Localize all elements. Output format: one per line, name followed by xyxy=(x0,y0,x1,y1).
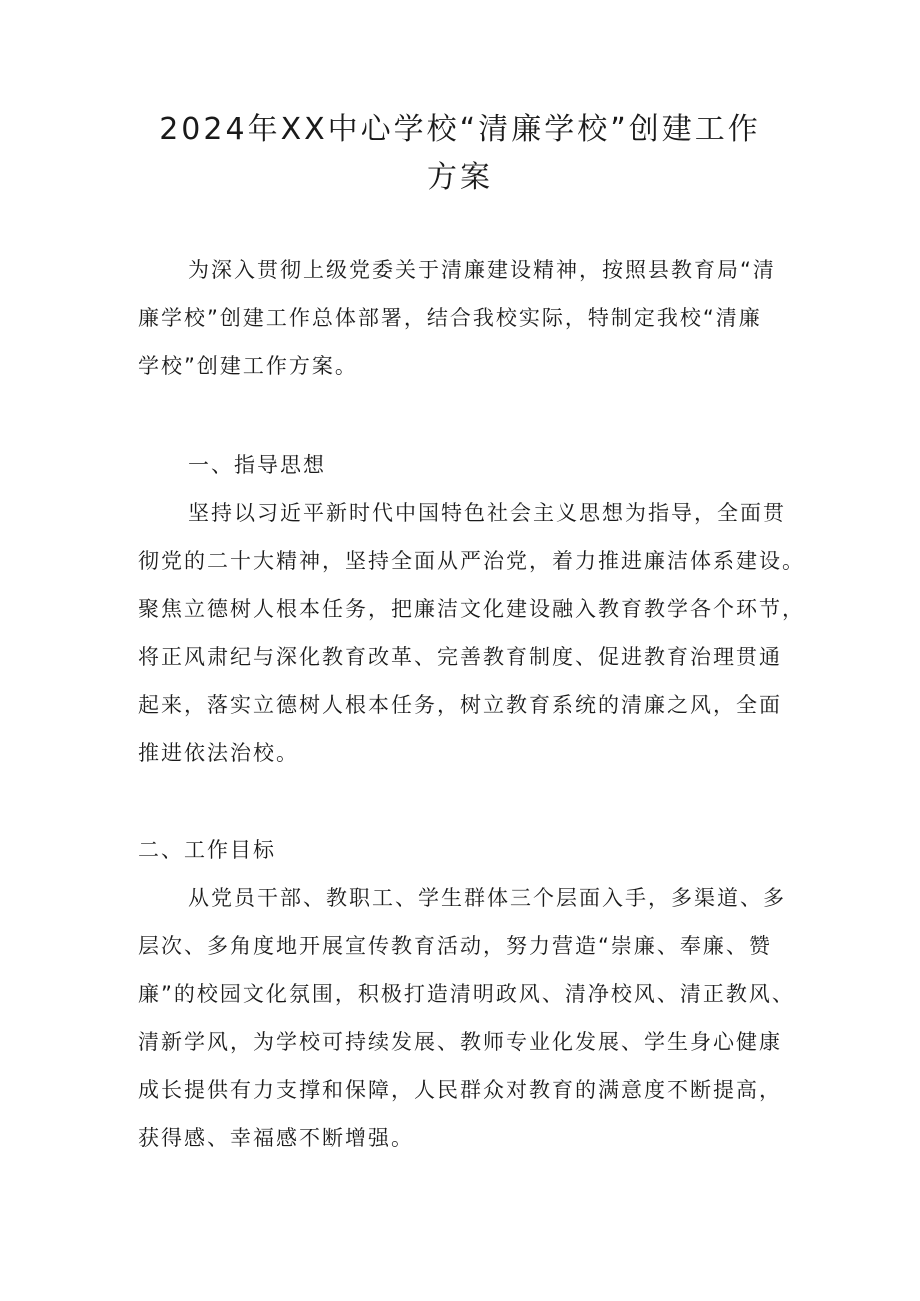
intro-line: 学校”创建工作方案。 xyxy=(138,354,358,378)
section-1-line: 彻党的二十大精神，坚持全面从严治党，着力推进廉洁体系建设。 xyxy=(138,549,805,573)
section-1-heading: 一、指导思想 xyxy=(188,453,326,477)
section-2-paragraph xyxy=(138,874,798,1162)
intro-paragraph xyxy=(138,246,798,390)
intro-line: 为深入贯彻上级党委关于清廉建设精神，按照县教育局“清 xyxy=(188,258,776,282)
section-1-line: 坚持以习近平新时代中国特色社会主义思想为指导，全面贯 xyxy=(188,501,786,525)
section-2-line: 成长提供有力支撑和保障，人民群众对教育的满意度不断提高， xyxy=(138,1078,782,1102)
document-title-line-2: 方案 xyxy=(427,160,493,195)
section-2-line: 廉”的校园文化氛围，积极打造清明政风、清净校风、清正教风、 xyxy=(138,982,795,1006)
section-1-line: 推进依法治校。 xyxy=(138,741,299,765)
document-title-line-1: 2024年XX中心学校“清廉学校”创建工作 xyxy=(159,112,761,147)
section-2-line: 清新学风，为学校可持续发展、教师专业化发展、学生身心健康 xyxy=(138,1030,782,1054)
section-1-paragraph xyxy=(138,489,805,777)
intro-line: 廉学校”创建工作总体部署，结合我校实际，特制定我校“清廉 xyxy=(138,306,762,330)
section-2-heading: 二、工作目标 xyxy=(138,838,276,862)
section-2-line: 从党员干部、教职工、学生群体三个层面入手，多渠道、多 xyxy=(188,886,786,910)
section-1-line: 起来，落实立德树人根本任务，树立教育系统的清廉之风，全面 xyxy=(138,693,782,717)
section-1-line: 聚焦立德树人根本任务，把廉洁文化建设融入教育教学各个环节， xyxy=(138,597,805,621)
section-2-line: 层次、多角度地开展宣传教育活动，努力营造“崇廉、奉廉、赞 xyxy=(138,934,772,958)
section-1-line: 将正风肃纪与深化教育改革、完善教育制度、促进教育治理贯通 xyxy=(138,645,782,669)
section-2-line: 获得感、幸福感不断增强。 xyxy=(138,1126,414,1150)
